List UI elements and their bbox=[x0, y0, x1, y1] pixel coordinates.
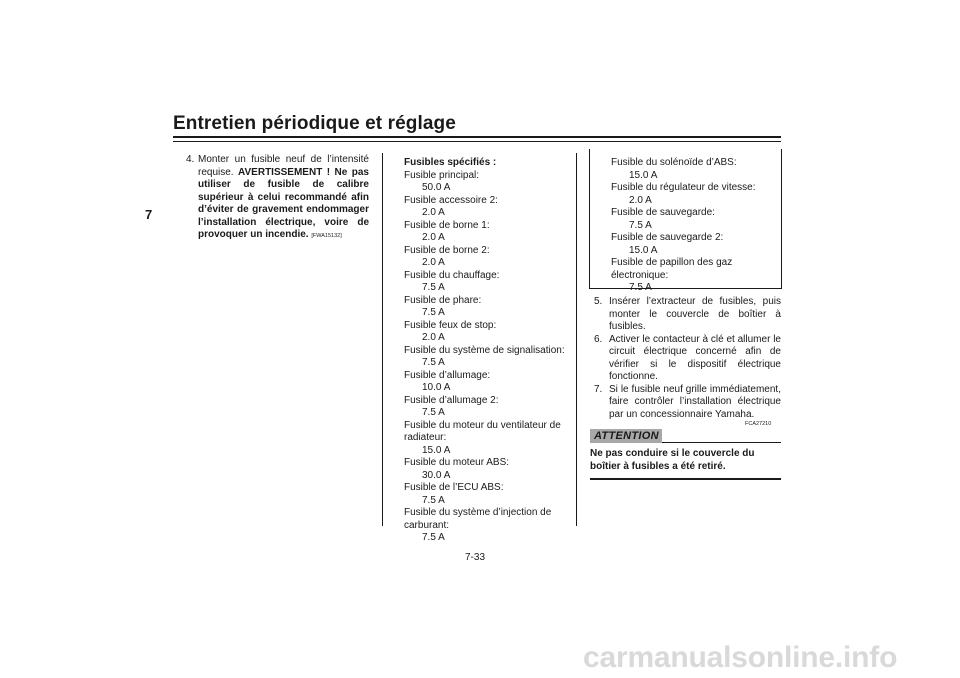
header-rule-thin bbox=[173, 141, 781, 142]
left-column bbox=[186, 154, 369, 243]
step-number: 4. bbox=[186, 154, 195, 165]
step-text: Si le fusible neuf grille immédiatement, faire contrôler l’installation électrique par un concessionnaire Yamaha. bbox=[609, 383, 781, 420]
warning-text: AVERTISSEMENT ! Ne pas utiliser de fusible de calibre supérieur à celui recommandé afin d’éviter de gravement endommager l’installation électrique, voire de provoquer un incendie. bbox=[198, 166, 369, 240]
fuse-spec-value: 7.5 A bbox=[422, 357, 445, 368]
fuse-spec-name: Fusible du régulateur de vitesse: bbox=[611, 182, 756, 193]
caution-code: FCA27210 bbox=[745, 421, 772, 427]
warning-code: [FWA15132] bbox=[311, 233, 342, 239]
fuse-spec-name: Fusible du système de signalisation: bbox=[404, 344, 565, 356]
chapter-tab: 7 bbox=[145, 207, 153, 222]
fuse-spec-value: 7.5 A bbox=[422, 407, 445, 418]
fuse-spec-value: 2.0 A bbox=[629, 194, 652, 206]
procedure-step bbox=[594, 296, 781, 334]
watermark: carmanualsonline.info bbox=[583, 641, 898, 674]
fuse-spec-name: Fusible de papillon des gaz électronique: bbox=[611, 257, 733, 281]
fuse-spec-value: 10.0 A bbox=[422, 382, 451, 393]
fuse-spec-list-continued bbox=[611, 157, 776, 295]
fuse-spec-name: Fusible de l’ECU ABS: bbox=[404, 482, 504, 493]
header-rule bbox=[173, 136, 781, 138]
fuse-spec-value: 30.0 A bbox=[422, 469, 451, 481]
step-number: 6. bbox=[594, 333, 603, 345]
fuse-spec-value: 2.0 A bbox=[422, 332, 445, 343]
fuse-spec-value: 2.0 A bbox=[422, 207, 445, 218]
fuse-spec-name: Fusible du système d’injection de carburant: bbox=[404, 507, 552, 531]
fuse-spec-name: Fusible du solénoïde d’ABS: bbox=[611, 157, 737, 168]
fuse-spec-name: Fusible de sauvegarde: bbox=[611, 207, 715, 218]
page-title: Entretien périodique et réglage bbox=[173, 113, 456, 134]
fuse-spec-items-continued bbox=[611, 157, 776, 295]
fuse-spec-value: 7.5 A bbox=[422, 532, 445, 543]
fuse-spec-value: 7.5 A bbox=[422, 307, 445, 318]
caution-rule bbox=[662, 442, 781, 443]
caution-text: Ne pas conduire si le couvercle du boîtier à fusibles a été retiré. bbox=[590, 448, 755, 472]
step-text: Activer le contacteur à clé et allumer le circuit électrique concerné afin de vérifier si le dispositif électrique fonctionne. bbox=[609, 333, 781, 382]
fuse-spec-value: 15.0 A bbox=[422, 444, 451, 456]
fuse-spec-name: Fusible feux de stop: bbox=[404, 319, 497, 331]
fuse-spec-name: Fusible accessoire 2: bbox=[404, 194, 498, 206]
fuse-spec-name: Fusible de sauvegarde 2: bbox=[611, 232, 724, 243]
caution-end-rule bbox=[590, 478, 781, 480]
fuse-spec-list bbox=[404, 157, 572, 545]
fuse-spec-value: 7.5 A bbox=[629, 219, 652, 231]
fuse-spec-name: Fusible d’allumage 2: bbox=[404, 394, 499, 406]
fuse-spec-heading: Fusibles spécifiés : bbox=[404, 157, 497, 168]
fuse-spec-value: 50.0 A bbox=[422, 182, 451, 193]
fuse-spec-value: 7.5 A bbox=[422, 282, 445, 293]
step-text bbox=[198, 154, 369, 243]
caution-label: ATTENTION bbox=[594, 430, 659, 442]
fuse-spec-value: 15.0 A bbox=[629, 244, 658, 256]
fuse-spec-value: 7.5 A bbox=[422, 494, 445, 506]
fuse-spec-name: Fusible du moteur du ventilateur de radiateur: bbox=[404, 419, 561, 443]
fuse-spec-name: Fusible de borne 2: bbox=[404, 244, 490, 256]
fuse-spec-items bbox=[404, 170, 572, 545]
fuse-spec-name: Fusible du chauffage: bbox=[404, 269, 500, 281]
procedure-step bbox=[594, 334, 781, 384]
fuse-spec-value: 2.0 A bbox=[422, 232, 445, 243]
step-number: 5. bbox=[594, 296, 603, 307]
fuse-spec-name: Fusible principal: bbox=[404, 169, 480, 181]
step-number: 7. bbox=[594, 383, 603, 395]
step-text: Insérer l’extracteur de fusibles, puis monter le couvercle de boîtier à fusibles. bbox=[609, 296, 781, 332]
fuse-spec-name: Fusible de phare: bbox=[404, 294, 482, 306]
fuse-spec-value: 7.5 A bbox=[629, 282, 652, 293]
fuse-spec-value: 15.0 A bbox=[629, 169, 658, 181]
fuse-spec-name: Fusible d’allumage: bbox=[404, 369, 491, 381]
fuse-spec-name: Fusible du moteur ABS: bbox=[404, 457, 510, 468]
step-instruction: Monter un fusible neuf de l’intensité requise. bbox=[198, 154, 369, 178]
right-column-steps bbox=[594, 296, 781, 421]
procedure-step bbox=[594, 384, 781, 422]
fuse-spec-name: Fusible de borne 1: bbox=[404, 219, 490, 231]
step-4 bbox=[186, 154, 369, 243]
fuse-spec-value: 2.0 A bbox=[422, 257, 445, 268]
page-number: 7-33 bbox=[465, 552, 486, 563]
